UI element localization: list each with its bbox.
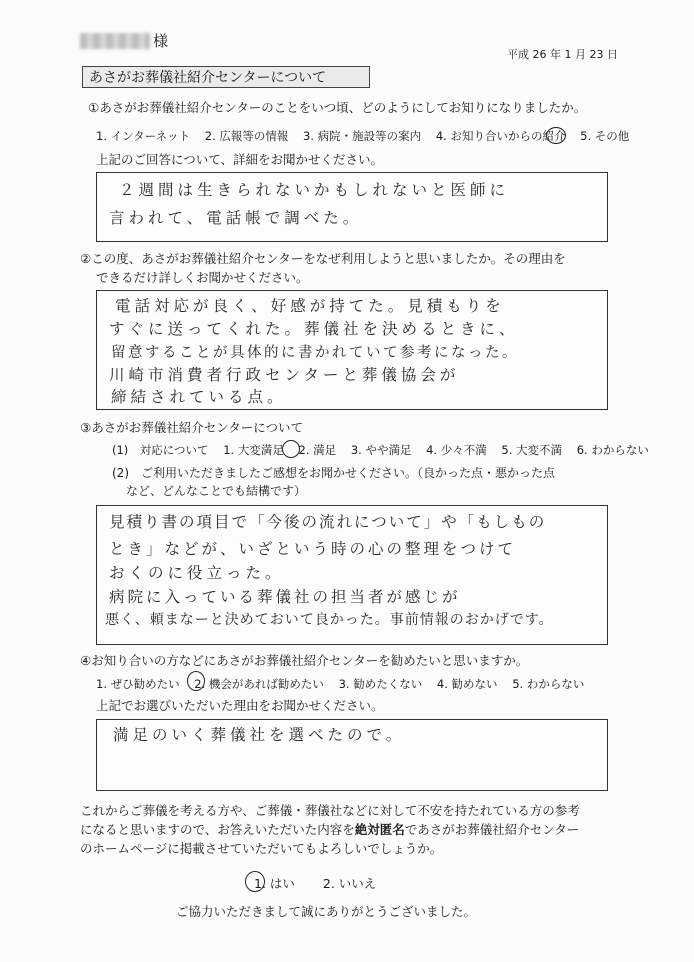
closing-line-2	[80, 820, 579, 839]
q3-option-3: 3. やや満足	[350, 443, 412, 457]
q2-answer-line-5: 締結されている点。	[111, 388, 287, 406]
q4-options	[96, 676, 595, 692]
q4-option-4: 4. 勧めない	[436, 677, 498, 691]
closing-line-2-after: であさがお葬儀社紹介センター	[404, 822, 580, 837]
q4-option-2: 2. 機会があれば勧めたい	[194, 677, 324, 691]
q4-option-3: 3. 勧めたくない	[338, 677, 423, 691]
consent-yes: 1. はい	[254, 876, 295, 891]
q3-option-2: 2. 満足	[298, 443, 337, 457]
closing-anonymous: 絶対匿名	[354, 822, 405, 837]
q4-answer-box	[96, 719, 608, 791]
q3-selection-circle	[282, 440, 300, 458]
q2-answer-line-1: 電話対応が良く、好感が持てた。見積もりを	[115, 297, 505, 315]
q4-answer-line-1: 満足のいく葬儀社を選べたので。	[113, 726, 406, 744]
q3-sub2-line-2: など、どんなことでも結構です）	[126, 484, 307, 498]
consent-selection-circle	[245, 871, 265, 892]
q3-sub1-label: (1) 対応について	[112, 443, 209, 457]
q1-detail-prompt: 上記のご回答について、詳細をお聞かせください。	[96, 152, 384, 167]
q3-answer-box	[96, 505, 608, 645]
q2-answer-line-2: すぐに送ってくれた。葬儀社を決めるときに、	[109, 320, 519, 338]
q1-option-2: 2. 広報等の情報	[204, 129, 289, 143]
q1-option-1: 1. インターネット	[96, 129, 191, 143]
q1-answer-line-2: 言われて、電話帳で調べた。	[109, 209, 363, 227]
q4-question: ④お知り合いの方などにあさがお葬儀社紹介センターを勧めたいと思いますか。	[80, 653, 529, 668]
q4-detail-prompt: 上記でお選びいただいた理由をお聞かせください。	[96, 698, 384, 713]
q2-answer-line-3: 留意することが具体的に書かれていて参考になった。	[111, 345, 519, 361]
section-title: あさがお葬儀社紹介センターについて	[82, 66, 370, 88]
q3-answer-line-2: とき」などが、いざという時の心の整理をつけて	[109, 540, 517, 558]
q3-option-1: 1. 大変満足	[223, 443, 284, 457]
closing-line-1: これからご葬儀を考える方や、ご葬儀・葬儀社などに対して不安を持たれている方の参考	[80, 803, 580, 818]
closing-line-3: のホームページに掲載させていただいてもよろしいでしょうか。	[80, 841, 443, 856]
consent-no: 2. いいえ	[322, 876, 377, 891]
q3-option-6: 6. わからない	[576, 443, 649, 457]
q3-option-4: 4. 少々不満	[426, 443, 487, 457]
q2-answer-line-4: 川崎市消費者行政センターと葬儀協会が	[109, 366, 460, 384]
q1-question: ①あさがお葬儀社紹介センターのことをいつ頃、どのようにしてお知りになりましたか。	[88, 100, 587, 115]
q3-answer-line-5: 悪く、頼まなーと決めておいて良かった。事前情報のおかげです。	[105, 612, 554, 628]
q3-options	[112, 442, 660, 458]
q1-selection-circle	[546, 127, 566, 144]
q1-answer-line-1: ２週間は生きられないかもしれないと医師に	[119, 181, 510, 199]
q1-option-3: 3. 病院・施設等の案内	[303, 129, 422, 143]
honorific: 様	[153, 32, 169, 50]
q4-selection-circle	[187, 671, 205, 691]
q3-answer-line-4: 病院に入っている葬儀社の担当者が感じが	[109, 588, 461, 606]
q3-question: ③あさがお葬儀社紹介センターについて	[80, 420, 303, 435]
q1-option-4: 4. お知り合いからの紹介	[435, 129, 566, 143]
q3-sub2-line-1: (2) ご利用いただきましたご感想をお聞かせください。（良かった点・悪かった点	[112, 466, 556, 480]
q3-answer-line-3: おくのに役立った。	[109, 564, 285, 582]
q2-answer-box	[96, 290, 608, 410]
thanks-message: ご協力いただきまして誠にありがとうございました。	[176, 904, 477, 919]
q2-question-line-1: ②この度、あさがお葬儀社紹介センターをなぜ利用しようと思いましたか。その理由を	[80, 251, 566, 266]
consent-options	[254, 874, 387, 892]
closing-line-2-before: になると思いますので、お答えいただいた内容を	[80, 822, 355, 837]
date: 平成 26 年 1 月 23 日	[507, 48, 618, 61]
q1-answer-box	[96, 172, 608, 242]
redacted-name	[80, 33, 150, 49]
q3-answer-line-1: 見積り書の項目で「今後の流れについて」や「もしもの	[109, 513, 547, 531]
q1-option-5: 5. その他	[580, 129, 630, 143]
q3-option-5: 5. 大変不満	[501, 443, 563, 457]
q4-option-1: 1. ぜひ勧めたい	[96, 677, 180, 691]
q4-option-5: 5. わからない	[512, 677, 585, 691]
q2-question-line-2: できるだけ詳しくお聞かせください。	[96, 270, 309, 285]
